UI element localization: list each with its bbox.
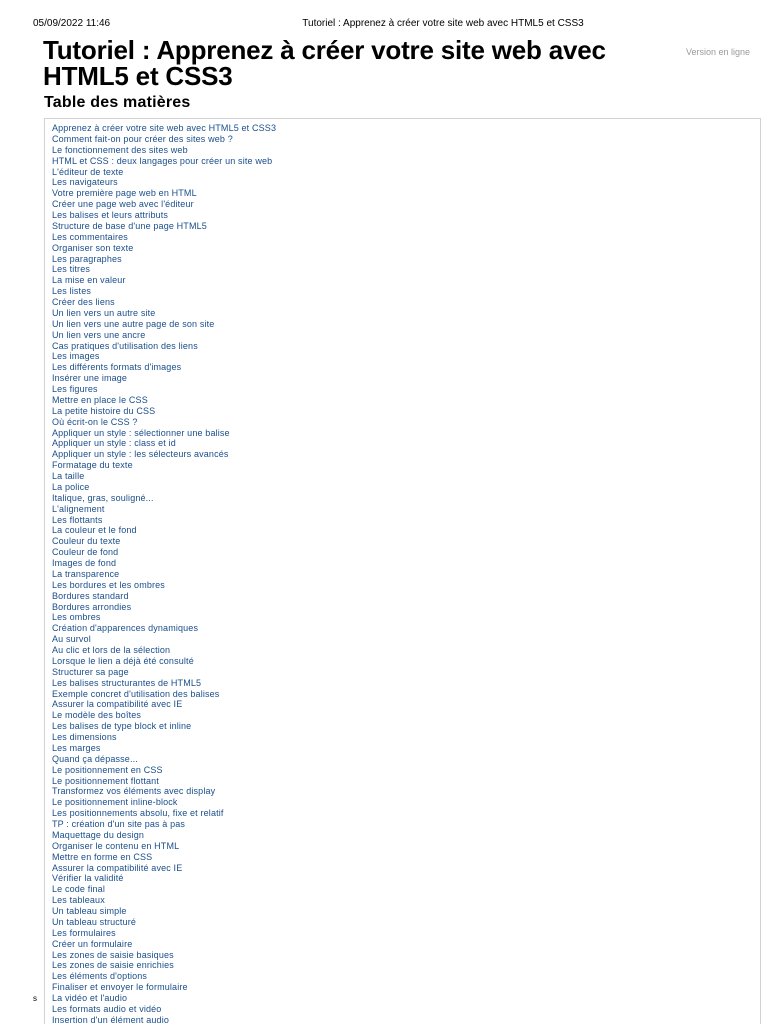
toc-link[interactable]: Les ombres: [52, 612, 101, 623]
toc-link[interactable]: Bordures arrondies: [52, 601, 132, 612]
toc-link[interactable]: Créer une page web avec l'éditeur: [52, 199, 194, 210]
toc-list-item: [52, 1004, 760, 1015]
toc-link[interactable]: Les zones de saisie basiques: [52, 949, 174, 960]
toc-link[interactable]: L'éditeur de texte: [52, 166, 124, 177]
toc-list-item: [52, 438, 760, 449]
toc-list-item: [52, 591, 760, 602]
page-title: Tutoriel : Apprenez à créer votre site web avec HTML5 et CSS3: [43, 35, 606, 91]
toc-link[interactable]: Au clic et lors de la sélection: [52, 645, 171, 655]
toc-link[interactable]: Assurer la compatibilité avec IE: [52, 699, 183, 710]
toc-list-item: [52, 547, 760, 558]
toc-link[interactable]: Les formulaires: [52, 927, 116, 938]
print-header-title: Tutoriel : Apprenez à créer votre site web avec HTML5 et CSS3: [302, 18, 584, 29]
toc-list-item: [52, 765, 760, 776]
toc-list-item: [52, 732, 760, 743]
toc-list-item: [52, 330, 760, 341]
toc-list-item: [52, 123, 760, 134]
toc-link[interactable]: Création d'apparences dynamiques: [52, 623, 199, 634]
toc-list-item: [52, 645, 760, 656]
toc-link[interactable]: Au survol: [52, 634, 91, 645]
toc-list-item: [52, 145, 760, 156]
toc-link[interactable]: Organiser son texte: [52, 242, 134, 253]
toc-list-item: [52, 656, 760, 667]
toc-link[interactable]: Les figures: [52, 384, 98, 394]
toc-link[interactable]: Le positionnement flottant: [52, 775, 159, 786]
toc-link[interactable]: Quand ça dépasse...: [52, 753, 138, 764]
toc-link[interactable]: Mettre en place le CSS: [52, 394, 148, 405]
toc-list-item: [52, 156, 760, 167]
toc-link[interactable]: La transparence: [52, 568, 120, 579]
toc-list-item: [52, 406, 760, 417]
toc-list-item: [52, 264, 760, 275]
toc-link[interactable]: Les balises de type block et inline: [52, 721, 192, 732]
toc-list-item: [52, 286, 760, 297]
toc-list-item: [52, 384, 760, 395]
toc-list-item: [52, 482, 760, 493]
toc-link[interactable]: Finaliser et envoyer le formulaire: [52, 982, 188, 993]
toc-link[interactable]: Les zones de saisie enrichies: [52, 960, 174, 971]
toc-link[interactable]: Le positionnement inline-block: [52, 797, 178, 808]
toc-link[interactable]: Les dimensions: [52, 732, 117, 742]
toc-link[interactable]: Un tableau structuré: [52, 916, 137, 927]
toc-list: [45, 119, 760, 1024]
toc-link[interactable]: La petite histoire du CSS: [52, 405, 156, 416]
toc-link[interactable]: Cas pratiques d'utilisation des liens: [52, 340, 198, 351]
toc-link[interactable]: Couleur de fond: [52, 547, 119, 558]
toc-list-item: [52, 297, 760, 308]
toc-list-item: [52, 395, 760, 406]
toc-link[interactable]: Exemple concret d'utilisation des balises: [52, 688, 220, 699]
toc-list-item: [52, 319, 760, 330]
toc-link[interactable]: Assurer la compatibilité avec IE: [52, 862, 183, 873]
toc-list-item: [52, 917, 760, 928]
toc-link[interactable]: Les éléments d'options: [52, 971, 148, 982]
toc-list-item: [52, 460, 760, 471]
toc-link[interactable]: Comment fait-on pour créer des sites web ?: [52, 133, 233, 144]
toc-list-item: [52, 623, 760, 634]
toc-list-item: [52, 950, 760, 961]
toc-list-item: [52, 689, 760, 700]
toc-link[interactable]: Les positionnements absolu, fixe et relatif: [52, 808, 224, 819]
toc-link[interactable]: Le positionnement en CSS: [52, 764, 163, 775]
toc-link[interactable]: La taille: [52, 471, 85, 481]
toc-link[interactable]: Votre première page web en HTML: [52, 188, 197, 199]
toc-list-item: [52, 134, 760, 145]
toc-link[interactable]: L'alignement: [52, 503, 105, 514]
toc-link[interactable]: Un lien vers un autre site: [52, 307, 156, 318]
toc-list-item: [52, 678, 760, 689]
toc-list-item: [52, 982, 760, 993]
toc-link[interactable]: Les paragraphes: [52, 253, 122, 264]
margin-mark: s: [33, 994, 37, 1003]
toc-list-item: [52, 830, 760, 841]
toc-list-item: [52, 254, 760, 265]
toc-list-item: [52, 471, 760, 482]
toc-link[interactable]: Les balises et leurs attributs: [52, 210, 169, 220]
toc-link[interactable]: Les marges: [52, 742, 101, 753]
toc-list-item: [52, 602, 760, 613]
toc-list-item: [52, 721, 760, 732]
toc-list-item: [52, 351, 760, 362]
toc-list-item: [52, 743, 760, 754]
toc-list-item: [52, 199, 760, 210]
toc-link[interactable]: Les navigateurs: [52, 177, 118, 188]
toc-list-item: [52, 819, 760, 830]
toc-list-item: [52, 275, 760, 286]
toc-list-item: [52, 167, 760, 178]
toc-list-item: [52, 873, 760, 884]
toc-list-item: [52, 939, 760, 950]
toc-link[interactable]: Les formats audio et vidéo: [52, 1003, 162, 1014]
toc-link[interactable]: Un lien vers une autre page de son site: [52, 318, 215, 329]
toc-link[interactable]: Le code final: [52, 884, 105, 895]
toc-list-item: [52, 221, 760, 232]
toc-link[interactable]: Les commentaires: [52, 231, 128, 242]
toc-list-item: [52, 710, 760, 721]
toc-link[interactable]: Lorsque le lien a déjà été consulté: [52, 655, 194, 666]
toc-list-item: [52, 580, 760, 591]
toc-list-item: [52, 906, 760, 917]
toc-link[interactable]: Bordures standard: [52, 590, 129, 601]
toc-list-item: [52, 797, 760, 808]
toc-link[interactable]: Le fonctionnement des sites web: [52, 144, 188, 155]
toc-link[interactable]: Où écrit-on le CSS ?: [52, 416, 138, 427]
toc-link[interactable]: Les balises structurantes de HTML5: [52, 677, 202, 688]
toc-list-item: [52, 884, 760, 895]
toc-list-item: [52, 373, 760, 384]
toc-link[interactable]: Les listes: [52, 286, 92, 297]
toc-link[interactable]: Créer des liens: [52, 297, 115, 307]
toc-list-item: [52, 1015, 760, 1024]
toc-list-item: [52, 525, 760, 536]
toc-link[interactable]: La couleur et le fond: [52, 525, 137, 536]
toc-link[interactable]: Transformez vos éléments avec display: [52, 786, 216, 797]
toc-list-item: [52, 188, 760, 199]
toc-link[interactable]: La police: [52, 481, 90, 492]
toc-list-item: [52, 417, 760, 428]
toc-list-item: [52, 569, 760, 580]
toc-list-item: [52, 536, 760, 547]
toc-list-item: [52, 243, 760, 254]
toc-link[interactable]: Organiser le contenu en HTML: [52, 840, 180, 851]
toc-list-item: [52, 504, 760, 515]
online-version-link[interactable]: Version en ligne: [686, 47, 751, 57]
toc-list-item: [52, 493, 760, 504]
print-header: [0, 17, 768, 31]
toc-link[interactable]: Images de fond: [52, 558, 117, 568]
table-of-contents: [44, 118, 761, 1024]
toc-list-item: [52, 928, 760, 939]
toc-list-item: [52, 634, 760, 645]
toc-link[interactable]: La vidéo et l'audio: [52, 993, 128, 1003]
toc-list-item: [52, 210, 760, 221]
toc-link[interactable]: HTML et CSS : deux langages pour créer un site web: [52, 155, 273, 166]
toc-list-item: [52, 895, 760, 906]
toc-list-item: [52, 852, 760, 863]
toc-link[interactable]: Vérifier la validité: [52, 873, 124, 884]
toc-link[interactable]: Formatage du texte: [52, 460, 133, 471]
toc-list-item: [52, 971, 760, 982]
toc-link[interactable]: Apprenez à créer votre site web avec HTML5 et CSS3: [52, 123, 277, 133]
toc-list-item: [52, 960, 760, 971]
toc-link[interactable]: Un tableau simple: [52, 906, 127, 916]
toc-list-item: [52, 699, 760, 710]
toc-link[interactable]: Appliquer un style : les sélecteurs avancés: [52, 449, 229, 460]
toc-list-item: [52, 863, 760, 874]
toc-link[interactable]: Les images: [52, 351, 100, 362]
toc-list-item: [52, 754, 760, 765]
print-date: 05/09/2022 11:46: [33, 18, 111, 29]
toc-link[interactable]: Insérer une image: [52, 373, 128, 384]
toc-list-item: [52, 428, 760, 439]
toc-list-item: [52, 515, 760, 526]
toc-link[interactable]: Les bordures et les ombres: [52, 579, 165, 590]
toc-link[interactable]: Structurer sa page: [52, 666, 129, 677]
toc-link[interactable]: Créer un formulaire: [52, 938, 133, 949]
toc-link[interactable]: La mise en valeur: [52, 275, 126, 286]
toc-link[interactable]: Les titres: [52, 264, 91, 275]
toc-list-item: [52, 232, 760, 243]
toc-list-item: [52, 341, 760, 352]
toc-link[interactable]: Les différents formats d'images: [52, 362, 182, 373]
toc-link[interactable]: Insertion d'un élément audio: [52, 1014, 169, 1024]
toc-list-item: [52, 786, 760, 797]
toc-link[interactable]: Un lien vers une ancre: [52, 329, 146, 340]
toc-list-item: [52, 667, 760, 678]
toc-link[interactable]: Italique, gras, souligné...: [52, 492, 154, 503]
toc-link[interactable]: TP : création d'un site pas à pas: [52, 819, 186, 829]
toc-link[interactable]: Appliquer un style : sélectionner une balise: [52, 427, 230, 438]
toc-heading: Table des matières: [44, 94, 191, 111]
toc-list-item: [52, 308, 760, 319]
toc-list-item: [52, 362, 760, 373]
toc-link[interactable]: Structure de base d'une page HTML5: [52, 220, 207, 231]
toc-link[interactable]: Maquettage du design: [52, 829, 145, 840]
toc-list-item: [52, 177, 760, 188]
toc-link[interactable]: Couleur du texte: [52, 536, 121, 547]
toc-list-item: [52, 841, 760, 852]
toc-list-item: [52, 776, 760, 787]
toc-link[interactable]: Le modèle des boîtes: [52, 710, 142, 721]
toc-list-item: [52, 993, 760, 1004]
toc-link[interactable]: Mettre en forme en CSS: [52, 851, 153, 862]
toc-link[interactable]: Appliquer un style : class et id: [52, 438, 176, 449]
toc-link[interactable]: Les tableaux: [52, 895, 105, 906]
toc-link[interactable]: Les flottants: [52, 514, 103, 525]
toc-list-item: [52, 808, 760, 819]
toc-list-item: [52, 558, 760, 569]
toc-list-item: [52, 612, 760, 623]
toc-list-item: [52, 449, 760, 460]
